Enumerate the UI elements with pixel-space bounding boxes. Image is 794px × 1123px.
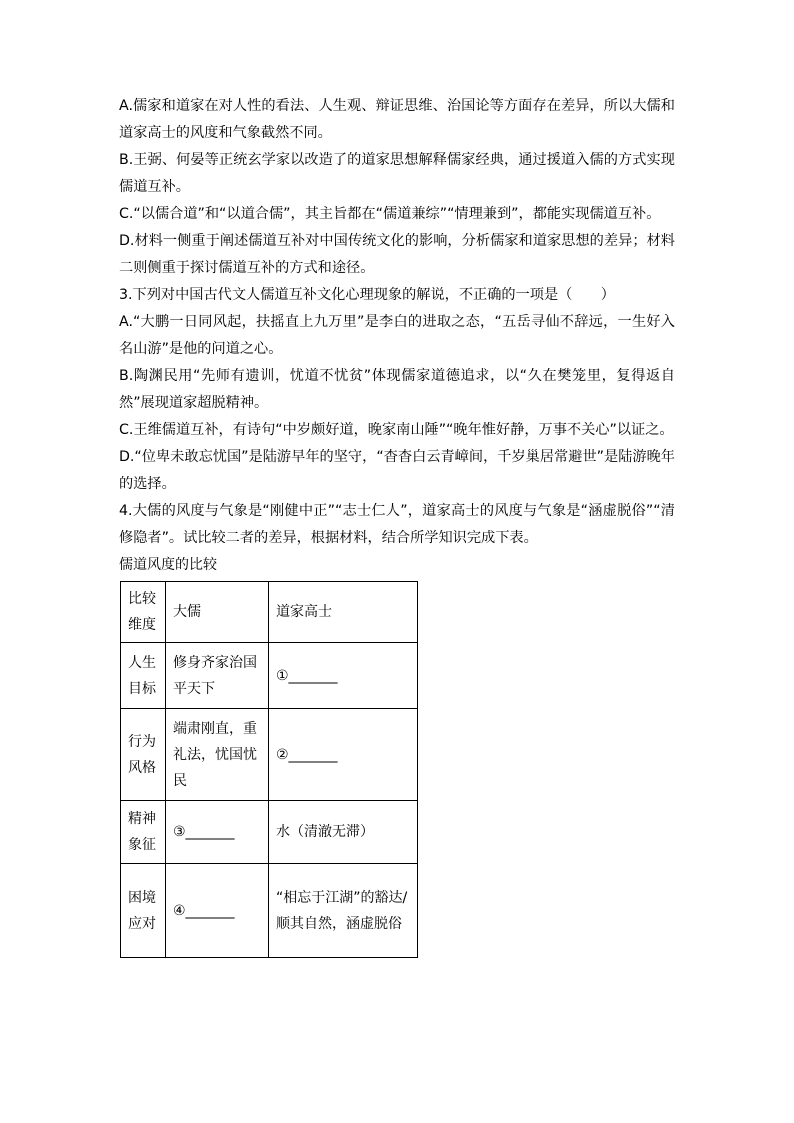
header-dimension: 比较维度 (121, 582, 166, 643)
q3-option-c: C.王维儒道互补，有诗句“中岁颇好道，晚家南山陲”“晚年惟好静，万事不关心”以证之。 (119, 422, 674, 438)
q3-option-a: A.“大鹏一日同风起，扶摇直上九万里”是李白的进取之态，“五岳寻仙不辞远，一生好入名山游”是他的问道之心。 (119, 314, 675, 357)
confucian-cell: 修身齐家治国平天下 (166, 643, 269, 709)
taoist-cell: ①_______ (269, 643, 418, 709)
question-3: 3.下列对中国古代文人儒道互补文化心理现象的解说，不正确的一项是（ ） (119, 287, 615, 303)
table-row (121, 864, 418, 958)
taoist-cell: ②_______ (269, 709, 418, 801)
header-taoist: 道家高士 (269, 582, 418, 643)
header-confucian: 大儒 (166, 582, 269, 643)
option-3c: C.“以儒合道”和“以道合儒”，其主旨都在“儒道兼综”“情理兼到”，都能实现儒道互补。 (119, 206, 661, 222)
document-body (119, 93, 675, 958)
taoist-cell: “相忘于江湖”的豁达/顺其自然，涵虚脱俗 (269, 864, 418, 958)
comparison-table (120, 581, 418, 958)
confucian-cell: ③_______ (166, 801, 269, 864)
table-row (121, 709, 418, 801)
question-4: 4.大儒的风度与气象是“刚健中正”“志士仁人”，道家高士的风度与气象是“涵虚脱俗”“清修隐者”。试比较二者的差异，根据材料，结合所学知识完成下表。 (119, 503, 675, 546)
table-header-row (121, 582, 418, 643)
table-title: 儒道风度的比较 (119, 557, 217, 573)
q3-option-b: B.陶渊民用“先师有遗训，忧道不忧贫”体现儒家道德追求，以“久在樊笼里，复得返自然”展现道家超脱精神。 (119, 368, 675, 411)
option-3d: D.材料一侧重于阐述儒道互补对中国传统文化的影响，分析儒家和道家思想的差异；材料二则侧重于探讨儒道互补的方式和途径。 (119, 233, 675, 276)
q3-option-d: D.“位卑未敢忘忧国”是陆游早年的坚守，“杳杳白云青嶂间，千岁巢居常避世”是陆游晚年的选择。 (119, 449, 675, 492)
option-3a: A.儒家和道家在对人性的看法、人生观、辩证思维、治国论等方面存在差异，所以大儒和道家高士的风度和气象截然不同。 (119, 98, 675, 141)
table-row (121, 643, 418, 709)
option-3b: B.王弼、何晏等正统玄学家以改造了的道家思想解释儒家经典，通过援道入儒的方式实现儒道互补。 (119, 152, 675, 195)
row-label: 精神象征 (121, 801, 166, 864)
table-row (121, 801, 418, 864)
row-label: 人生目标 (121, 643, 166, 709)
row-label: 困境应对 (121, 864, 166, 958)
row-label: 行为风格 (121, 709, 166, 801)
confucian-cell: 端肃刚直，重礼法，忧国忧民 (166, 709, 269, 801)
taoist-cell: 水（清澈无滞） (269, 801, 418, 864)
confucian-cell: ④_______ (166, 864, 269, 958)
